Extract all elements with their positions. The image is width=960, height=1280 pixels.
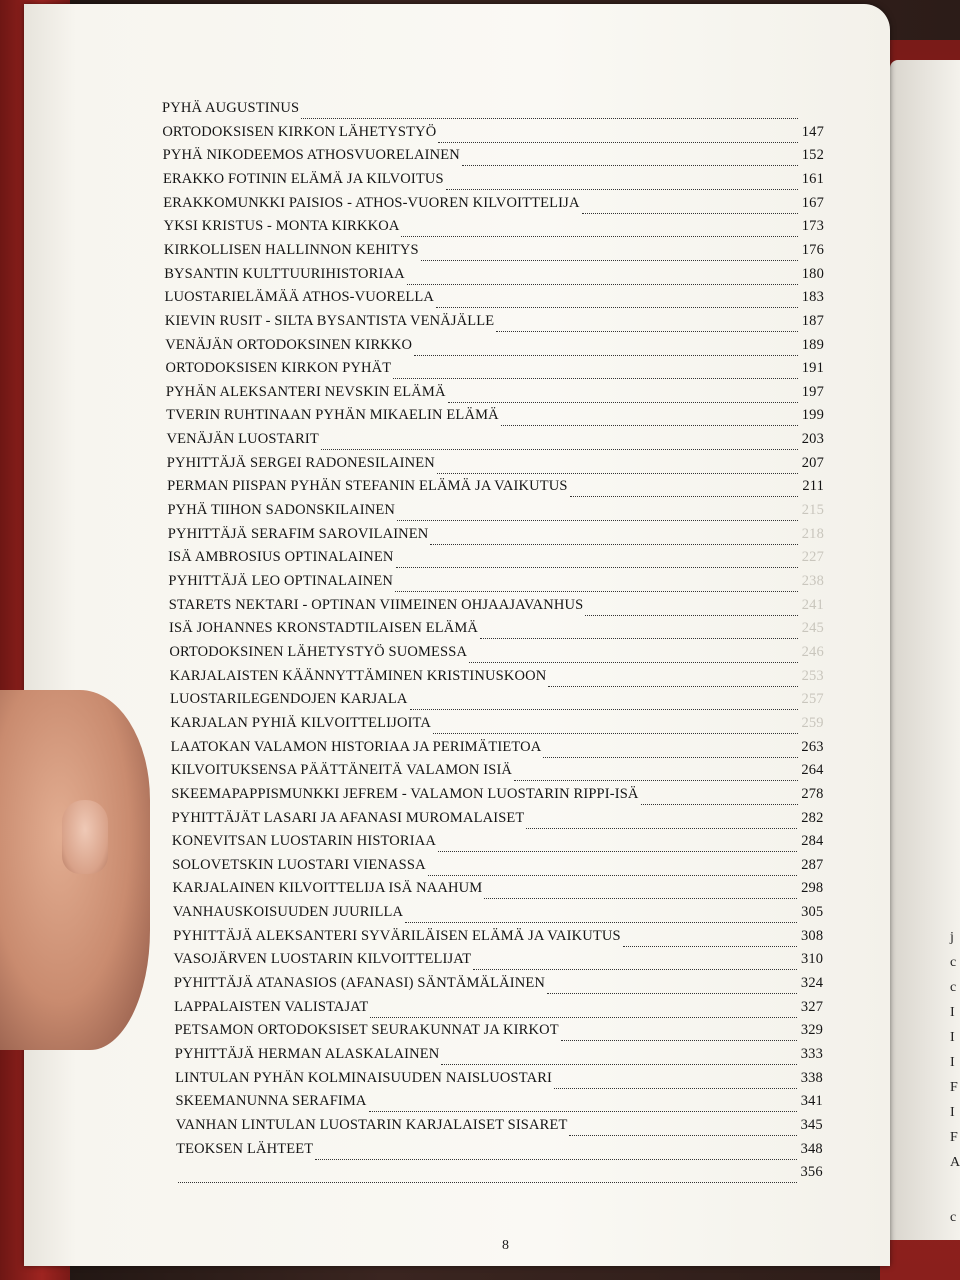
- toc-leader-dots: [543, 757, 797, 758]
- toc-leader-dots: [441, 1064, 797, 1065]
- toc-entry: [165, 313, 824, 337]
- toc-entry: [171, 762, 824, 786]
- toc-leader-dots: [395, 591, 798, 592]
- toc-entry-title: PYHITTÄJÄT LASARI JA AFANASI MUROMALAISET: [171, 809, 525, 826]
- toc-entry-title: PYHITTÄJÄ LEO OPTINALAINEN: [168, 573, 393, 589]
- toc-leader-dots: [393, 378, 798, 379]
- toc-leader-dots: [548, 686, 797, 687]
- toc-entry-page: 207: [801, 454, 824, 471]
- toc-entry: [170, 668, 824, 692]
- toc-leader-dots: [401, 236, 798, 237]
- facing-page-fragment: c: [950, 980, 957, 995]
- toc-leader-dots: [301, 118, 798, 119]
- toc-entry-page: 199: [801, 407, 824, 424]
- toc-entry-title: PYHITTÄJÄ ATANASIOS (AFANASI) SÄNTÄMÄLÄINEN: [173, 975, 545, 992]
- toc-entry: [166, 431, 824, 455]
- toc-entry-page: 356: [800, 1164, 823, 1181]
- toc-entry: [164, 242, 824, 266]
- toc-entry-page: 324: [800, 975, 824, 992]
- toc-entry: [170, 691, 824, 715]
- toc-entry-page: 341: [800, 1093, 823, 1110]
- toc-entry-title: SKEEMAPAPPISMUNKKI JEFREM - VALAMON LUOSTARIN RIPPI-ISÄ: [171, 785, 639, 802]
- toc-entry: [176, 1117, 823, 1141]
- toc-entry: [170, 715, 823, 739]
- toc-entry-page: 167: [801, 194, 824, 211]
- toc-entry: [175, 1046, 823, 1070]
- toc-entry-title: LINTULAN PYHÄN KOLMINAISUUDEN NAISLUOSTARI: [175, 1069, 552, 1086]
- toc-entry-title: ORTODOKSISEN KIRKON LÄHETYSTYÖ: [162, 123, 437, 140]
- toc-entry-page: 278: [801, 785, 824, 802]
- toc-entry-page: 161: [801, 170, 824, 187]
- toc-entry: [175, 1070, 823, 1094]
- facing-page-fragment: c: [950, 1210, 957, 1225]
- toc-entry-page: 173: [801, 218, 824, 235]
- toc-leader-dots: [410, 709, 798, 710]
- toc-entry-title: PERMAN PIISPAN PYHÄN STEFANIN ELÄMÄ JA VAIKUTUS: [167, 478, 568, 495]
- facing-page-fragment: I: [950, 1030, 955, 1045]
- toc-entry-page: 241: [801, 596, 824, 613]
- toc-entry: [168, 549, 824, 573]
- toc-leader-dots: [321, 449, 798, 450]
- toc-entry-title: TVERIN RUHTINAAN PYHÄN MIKAELIN ELÄMÄ: [166, 407, 499, 424]
- toc-entry-page: 338: [800, 1069, 823, 1086]
- toc-entry-title: VENÄJÄN ORTODOKSINEN KIRKKO: [165, 336, 413, 353]
- toc-entry-page: 227: [801, 549, 824, 566]
- facing-page-fragment: c: [950, 955, 957, 970]
- toc-entry-page: 257: [801, 691, 824, 708]
- toc-entry: [169, 644, 823, 668]
- toc-leader-dots: [554, 1088, 797, 1089]
- toc-entry-page: 176: [801, 241, 824, 258]
- toc-leader-dots: [405, 922, 797, 923]
- toc-entry: [167, 455, 824, 479]
- toc-leader-dots: [397, 520, 798, 521]
- toc-entry-title: ERAKKOMUNKKI PAISIOS - ATHOS-VUOREN KILVOITTELIJA: [163, 194, 580, 211]
- facing-page-fragment: j: [950, 930, 954, 945]
- toc-leader-dots: [315, 1159, 797, 1160]
- toc-leader-dots: [480, 638, 798, 639]
- toc-leader-dots: [561, 1040, 797, 1041]
- toc-leader-dots: [469, 662, 798, 663]
- toc-leader-dots: [641, 804, 798, 805]
- toc-entry: [168, 526, 824, 550]
- toc-entry-page: 308: [801, 927, 824, 944]
- toc-entry: [174, 999, 823, 1023]
- toc-leader-dots: [448, 402, 798, 403]
- toc-entry-title: LUOSTARILEGENDOJEN KARJALA: [170, 691, 408, 708]
- toc-entry: [166, 360, 824, 384]
- toc-entry: [162, 100, 824, 124]
- toc-leader-dots: [437, 473, 798, 474]
- toc-entry-page: 284: [801, 833, 824, 850]
- toc-entry-page: 345: [800, 1116, 823, 1133]
- toc-entry-page: 246: [801, 643, 824, 660]
- toc-entry: [162, 124, 824, 148]
- toc-entry-page: 259: [801, 714, 824, 731]
- toc-leader-dots: [570, 496, 798, 497]
- toc-leader-dots: [501, 425, 798, 426]
- toc-entry-title: KIEVIN RUSIT - SILTA BYSANTISTA VENÄJÄLLE: [164, 312, 495, 329]
- toc-leader-dots: [438, 851, 797, 852]
- toc-leader-dots: [569, 1135, 796, 1136]
- toc-entry: [164, 266, 824, 290]
- toc-entry: [163, 171, 824, 195]
- toc-entry-title: PYHITTÄJÄ SERAFIM SAROVILAINEN: [167, 525, 429, 542]
- toc-entry-page: 348: [800, 1140, 823, 1157]
- toc-entry-page: 187: [801, 312, 824, 329]
- toc-entry-title: ISÄ AMBROSIUS OPTINALAINEN: [168, 549, 394, 566]
- toc-entry-title: PYHÄ AUGUSTINUS: [162, 100, 300, 116]
- toc-entry-title: BYSANTIN KULTTUURIHISTORIAA: [164, 265, 405, 282]
- toc-leader-dots: [421, 260, 798, 261]
- toc-entry-title: KIRKOLLISEN HALLINNON KEHITYS: [163, 241, 419, 258]
- toc-entry-title: STARETS NEKTARI - OPTINAN VIIMEINEN OHJAAJAVANHUS: [168, 596, 584, 613]
- toc-entry-title: PYHITTÄJÄ ALEKSANTERI SYVÄRILÄISEN ELÄMÄ JA VAIKUTUS: [173, 927, 621, 944]
- toc-entry-title: ISÄ JOHANNES KRONSTADTILAISEN ELÄMÄ: [169, 620, 479, 637]
- toc-entry: [171, 786, 823, 810]
- thumbnail: [62, 800, 108, 874]
- toc-leader-dots: [547, 993, 797, 994]
- toc-entry-page: 203: [801, 431, 824, 448]
- toc-entry: [169, 620, 824, 644]
- toc-entry: [176, 1141, 823, 1165]
- toc-entry: [174, 975, 823, 999]
- toc-entry-title: YKSI KRISTUS - MONTA KIRKKOA: [163, 218, 400, 235]
- toc-entry: [166, 407, 824, 431]
- toc-leader-dots: [514, 780, 798, 781]
- toc-leader-dots: [623, 946, 798, 947]
- facing-page-fragment: F: [950, 1130, 958, 1145]
- toc-entry-page: 152: [801, 147, 824, 164]
- toc-entry-page: 264: [801, 762, 824, 779]
- toc-leader-dots: [585, 615, 798, 616]
- toc-entry-title: PYHITTÄJÄ SERGEI RADONESILAINEN: [166, 454, 435, 471]
- page-number: 8: [502, 1238, 509, 1253]
- toc-entry-page: 238: [801, 573, 824, 589]
- toc-leader-dots: [428, 875, 798, 876]
- facing-page-fragment: I: [950, 1105, 955, 1120]
- toc-entry: [172, 810, 824, 834]
- toc-entry-page: 327: [800, 998, 824, 1015]
- toc-entry-title: ORTODOKSINEN LÄHETYSTYÖ SUOMESSA: [169, 643, 468, 660]
- toc-entry: [169, 597, 824, 621]
- toc-entry: [164, 218, 824, 242]
- toc-entry: [173, 880, 824, 904]
- toc-entry: [172, 833, 824, 857]
- toc-leader-dots: [462, 165, 798, 166]
- toc-entry-title: LAATOKAN VALAMON HISTORIAA JA PERIMÄTIETOA: [170, 738, 542, 755]
- toc-entry-title: PETSAMON ORTODOKSISET SEURAKUNNAT JA KIRKOT: [174, 1022, 559, 1039]
- toc-entry: [174, 1022, 823, 1046]
- facing-page-fragment: I: [950, 1005, 955, 1020]
- toc-entry-page: 147: [801, 123, 824, 140]
- toc-entry-page: 189: [801, 336, 824, 353]
- toc-leader-dots: [178, 1182, 796, 1183]
- toc-entry-page: 211: [802, 478, 824, 495]
- toc-leader-dots: [433, 733, 798, 734]
- toc-entry: [163, 147, 824, 171]
- toc-leader-dots: [430, 544, 798, 545]
- toc-entry-page: 329: [800, 1022, 824, 1039]
- toc-entry-title: VANHAN LINTULAN LUOSTARIN KARJALAISET SISARET: [175, 1116, 568, 1133]
- toc-entry-page: 253: [801, 667, 824, 684]
- toc-leader-dots: [526, 828, 797, 829]
- toc-entry: [167, 478, 824, 502]
- toc-entry-page: 197: [801, 383, 824, 400]
- toc-entry: [173, 904, 823, 928]
- toc-entry-title: VASOJÄRVEN LUOSTARIN KILVOITTELIJAT: [173, 951, 472, 968]
- toc-entry: [163, 195, 824, 219]
- toc-entry: [168, 573, 824, 597]
- toc-leader-dots: [438, 142, 798, 143]
- toc-leader-dots: [446, 189, 798, 190]
- book-page: [24, 4, 890, 1266]
- toc-leader-dots: [370, 1017, 797, 1018]
- toc-leader-dots: [484, 898, 797, 899]
- toc-leader-dots: [436, 307, 798, 308]
- toc-leader-dots: [407, 284, 798, 285]
- toc-entry-title: KARJALAISTEN KÄÄNNYTTÄMINEN KRISTINUSKOON: [169, 667, 547, 684]
- toc-entry-page: 191: [801, 360, 824, 377]
- toc-leader-dots: [396, 567, 798, 568]
- facing-page-fragment: A: [950, 1155, 960, 1170]
- toc-entry-page: 180: [801, 265, 824, 282]
- toc-entry-page: 245: [801, 620, 824, 637]
- toc-entry-page: 287: [801, 856, 824, 873]
- toc-entry: [167, 502, 824, 526]
- toc-entry-page: 263: [801, 738, 824, 755]
- toc-entry-title: KILVOITUKSENSA PÄÄTTÄNEITÄ VALAMON ISIÄ: [170, 762, 513, 779]
- toc-entry-page: 305: [801, 904, 824, 921]
- toc-entry: [174, 951, 824, 975]
- toc-entry: [173, 928, 823, 952]
- toc-leader-dots: [473, 969, 797, 970]
- toc-entry-title: VENÄJÄN LUOSTARIT: [166, 431, 319, 448]
- toc-entry-title: KONEVITSAN LUOSTARIN HISTORIAA: [171, 833, 436, 850]
- toc-entry: [165, 289, 824, 313]
- toc-entry-page: 282: [801, 809, 824, 826]
- toc-entry-title: VANHAUSKOISUUDEN JUURILLA: [172, 904, 404, 921]
- toc-entry-title: KARJALAN PYHIÄ KILVOITTELIJOITA: [170, 714, 432, 731]
- toc-entry-title: ORTODOKSISEN KIRKON PYHÄT: [165, 360, 392, 377]
- toc-leader-dots: [414, 355, 798, 356]
- toc-entry-title: PYHÄ TIIHON SADONSKILAINEN: [167, 502, 396, 519]
- toc-leader-dots: [582, 213, 798, 214]
- toc-entry-title: SOLOVETSKIN LUOSTARI VIENASSA: [172, 856, 426, 873]
- toc-entry: [165, 337, 824, 361]
- toc-entry-title: PYHITTÄJÄ HERMAN ALASKALAINEN: [174, 1046, 440, 1062]
- toc-entry-page: 298: [801, 880, 824, 897]
- toc-entry-page: 215: [801, 502, 824, 519]
- toc-entry: [175, 1093, 822, 1117]
- toc-entry: [176, 1164, 822, 1188]
- toc-entry-page: 183: [801, 289, 824, 306]
- toc-entry: [172, 857, 823, 881]
- toc-entry-title: SKEEMANUNNA SERAFIMA: [175, 1093, 367, 1110]
- toc-entry-title: LAPPALAISTEN VALISTAJAT: [174, 998, 369, 1015]
- facing-page-fragment: F: [950, 1080, 958, 1095]
- toc-leader-dots: [369, 1111, 797, 1112]
- toc-entry-title: KARJALAINEN KILVOITTELIJA ISÄ NAAHUM: [172, 880, 483, 897]
- toc-entry-page: 218: [801, 525, 824, 542]
- toc-entry-title: PYHÄN ALEKSANTERI NEVSKIN ELÄMÄ: [165, 383, 446, 400]
- toc-entry-title: PYHÄ NIKODEEMOS ATHOSVUORELAINEN: [162, 147, 460, 164]
- toc-entry-title: LUOSTARIELÄMÄÄ ATHOS-VUORELLA: [164, 289, 434, 306]
- toc-entry-page: 310: [800, 951, 824, 968]
- toc-leader-dots: [496, 331, 798, 332]
- toc-entry-title: TEOKSEN LÄHTEET: [176, 1140, 314, 1157]
- toc-entry: [171, 739, 824, 763]
- toc-entry-title: ERAKKO FOTININ ELÄMÄ JA KILVOITUS: [162, 170, 444, 187]
- facing-page: [890, 60, 960, 1240]
- toc-entry: [166, 384, 824, 408]
- facing-page-fragment: I: [950, 1055, 955, 1070]
- toc-entry-page: 333: [800, 1046, 823, 1062]
